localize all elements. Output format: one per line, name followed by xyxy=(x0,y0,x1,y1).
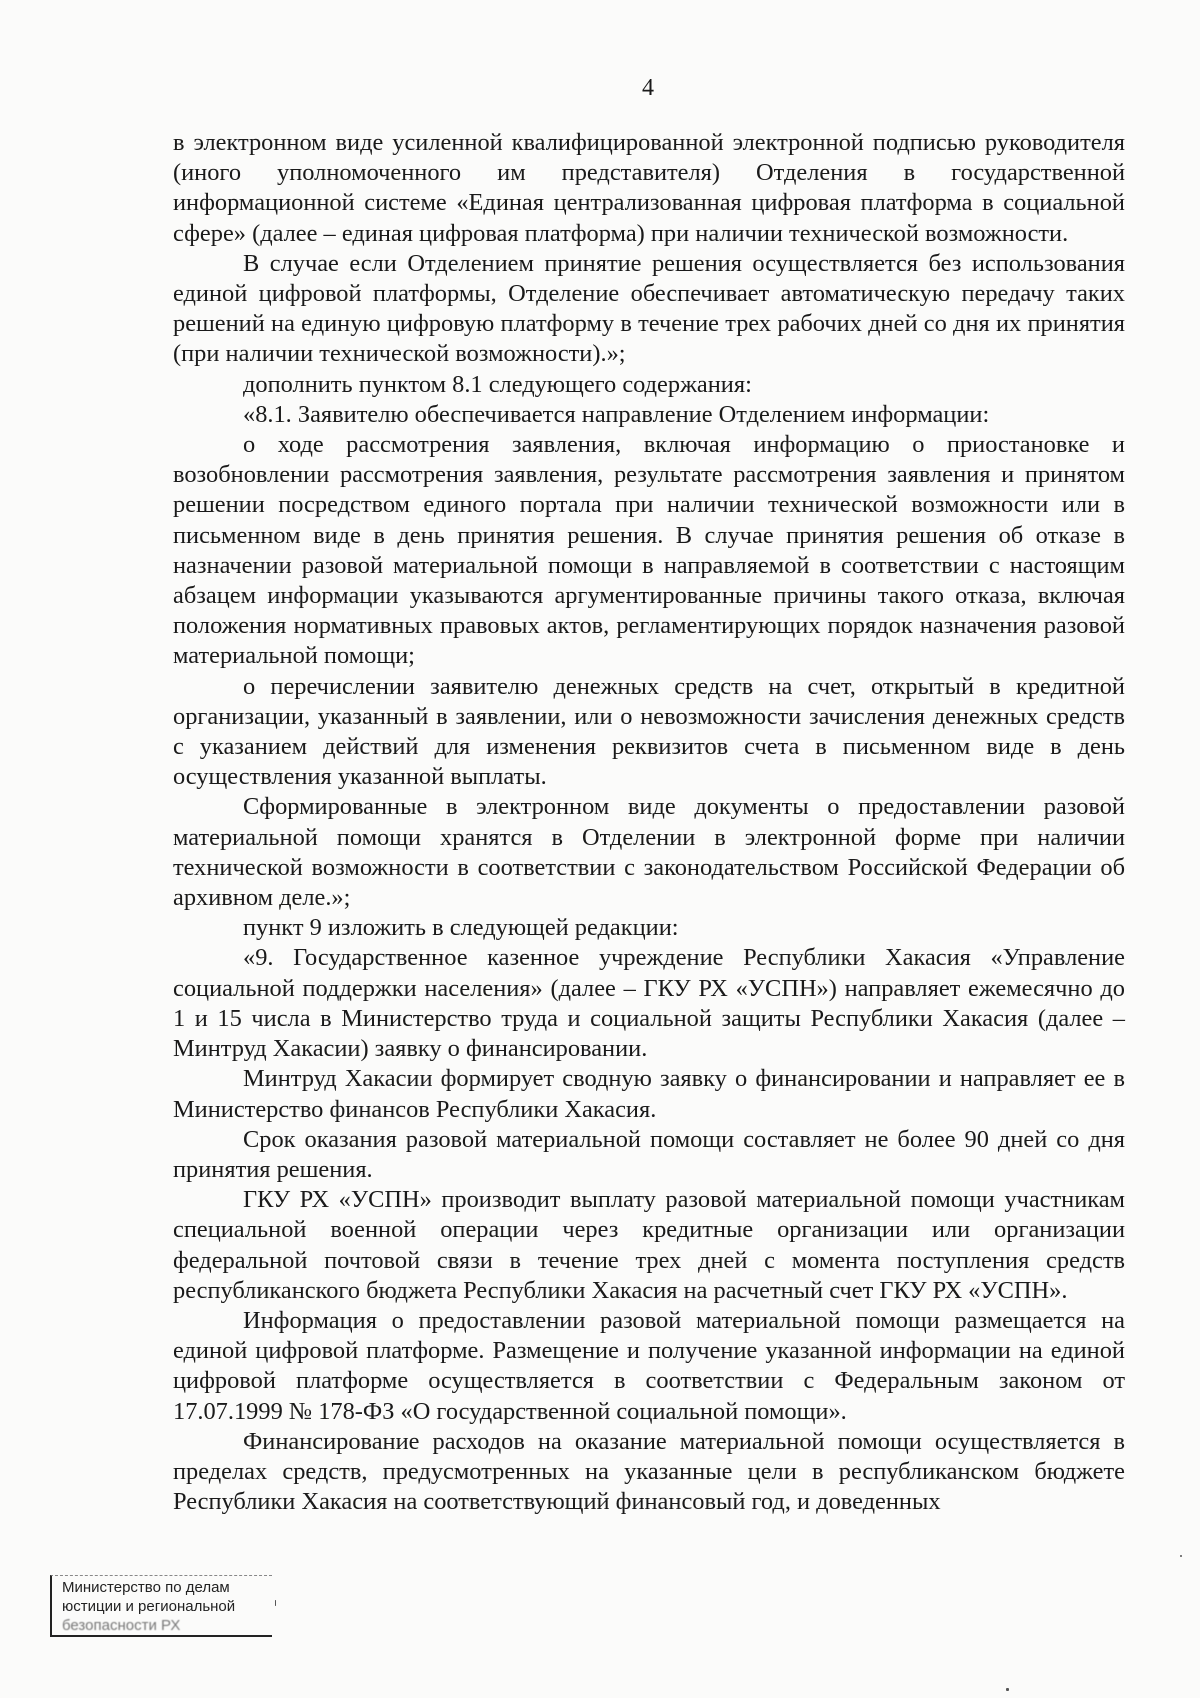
stamp-line: Министерство по делам xyxy=(62,1579,230,1596)
paragraph: В случае если Отделением принятие решения осуществляется без использования единой цифровой платформы, Отделение обеспечивает автоматическую передачу таких решений на единую цифровую платформу в течение трех рабочих дней со дня их принятия (при наличии технической возможности).»; xyxy=(173,249,1125,368)
paragraph: о перечислении заявителю денежных средств на счет, открытый в кредитной организации, указанный в заявлении, или о невозможности зачисления денежных средств с указанием действий для изменения реквизитов счета в письменном виде в день осуществления указанной выплаты. xyxy=(173,672,1125,791)
paragraph: ГКУ РХ «УСПН» производит выплату разовой материальной помощи участникам специальной военной операции через кредитные организации или организации федеральной почтовой связи в течение трех дней с момента поступления средств республиканского бюджета Республики Хакасия на расчетный счет ГКУ РХ «УСПН». xyxy=(173,1186,1125,1304)
stamp-line: безопасности РХ xyxy=(62,1617,181,1634)
paragraph: в электронном виде усиленной квалифицированной электронной подписью руководителя (иного уполномоченного им представителя) Отделения в государственной информационной системе «Единая централизованная цифровая платформа в социальной сфере» (далее – единая цифровая платформа) при наличии технической возможности. xyxy=(173,129,1125,247)
page-number: 4 xyxy=(642,75,654,101)
scan-speck xyxy=(1180,1555,1182,1557)
scan-speck xyxy=(275,1600,276,1606)
paragraph: дополнить пунктом 8.1 следующего содержания: xyxy=(243,370,752,398)
paragraph: пункт 9 изложить в следующей редакции: xyxy=(243,914,679,942)
paragraph: Минтруд Хакасии формирует сводную заявку о финансировании и направляет ее в Министерство финансов Республики Хакасия. xyxy=(173,1065,1125,1123)
paragraph: Срок оказания разовой материальной помощи составляет не более 90 дней со дня принятия решения. xyxy=(173,1125,1125,1183)
document-body xyxy=(173,128,1125,1517)
paragraph: Информация о предоставлении разовой материальной помощи размещается на единой цифровой платформе. Размещение и получение указанной информации на единой цифровой платформе осуществляется в соответствии с Федеральным законом от 17.07.1999 № 178-ФЗ «О государственной социальной помощи». xyxy=(173,1306,1125,1425)
registration-stamp xyxy=(50,1575,272,1637)
scan-speck xyxy=(1006,1688,1009,1691)
paragraph: Финансирование расходов на оказание материальной помощи осуществляется в пределах средств, предусмотренных на указанные цели в республиканском бюджете Республики Хакасия на соответствующий финансовый год, и доведенных xyxy=(173,1427,1125,1516)
paragraph: о ходе рассмотрения заявления, включая информацию о приостановке и возобновлении рассмотрения заявления, результате рассмотрения заявления и принятом решении посредством единого портала при наличии технической возможности или в письменном виде в день принятия решения. В случае принятия решения об отказе в назначении разовой материальной помощи в направляемой в соответствии с настоящим абзацем информации указываются аргументированные причины такого отказа, включая положения нормативных правовых актов, регламентирующих порядок назначения разовой материальной помощи; xyxy=(173,431,1125,670)
paragraph: «8.1. Заявителю обеспечивается направление Отделением информации: xyxy=(243,400,990,428)
paragraph: Сформированные в электронном виде документы о предоставлении разовой материальной помощи хранятся в Отделении в электронной форме при наличии технической возможности в соответствии с законодательством Российской Федерации об архивном деле.»; xyxy=(173,793,1125,912)
paragraph: «9. Государственное казенное учреждение Республики Хакасия «Управление социальной поддержки населения» (далее – ГКУ РХ «УСПН») направляет ежемесячно до 1 и 15 числа в Министерство труда и социальной защиты Республики Хакасия (далее – Минтруд Хакасии) заявку о финансировании. xyxy=(173,944,1125,1063)
stamp-line: юстиции и региональной xyxy=(62,1598,236,1615)
